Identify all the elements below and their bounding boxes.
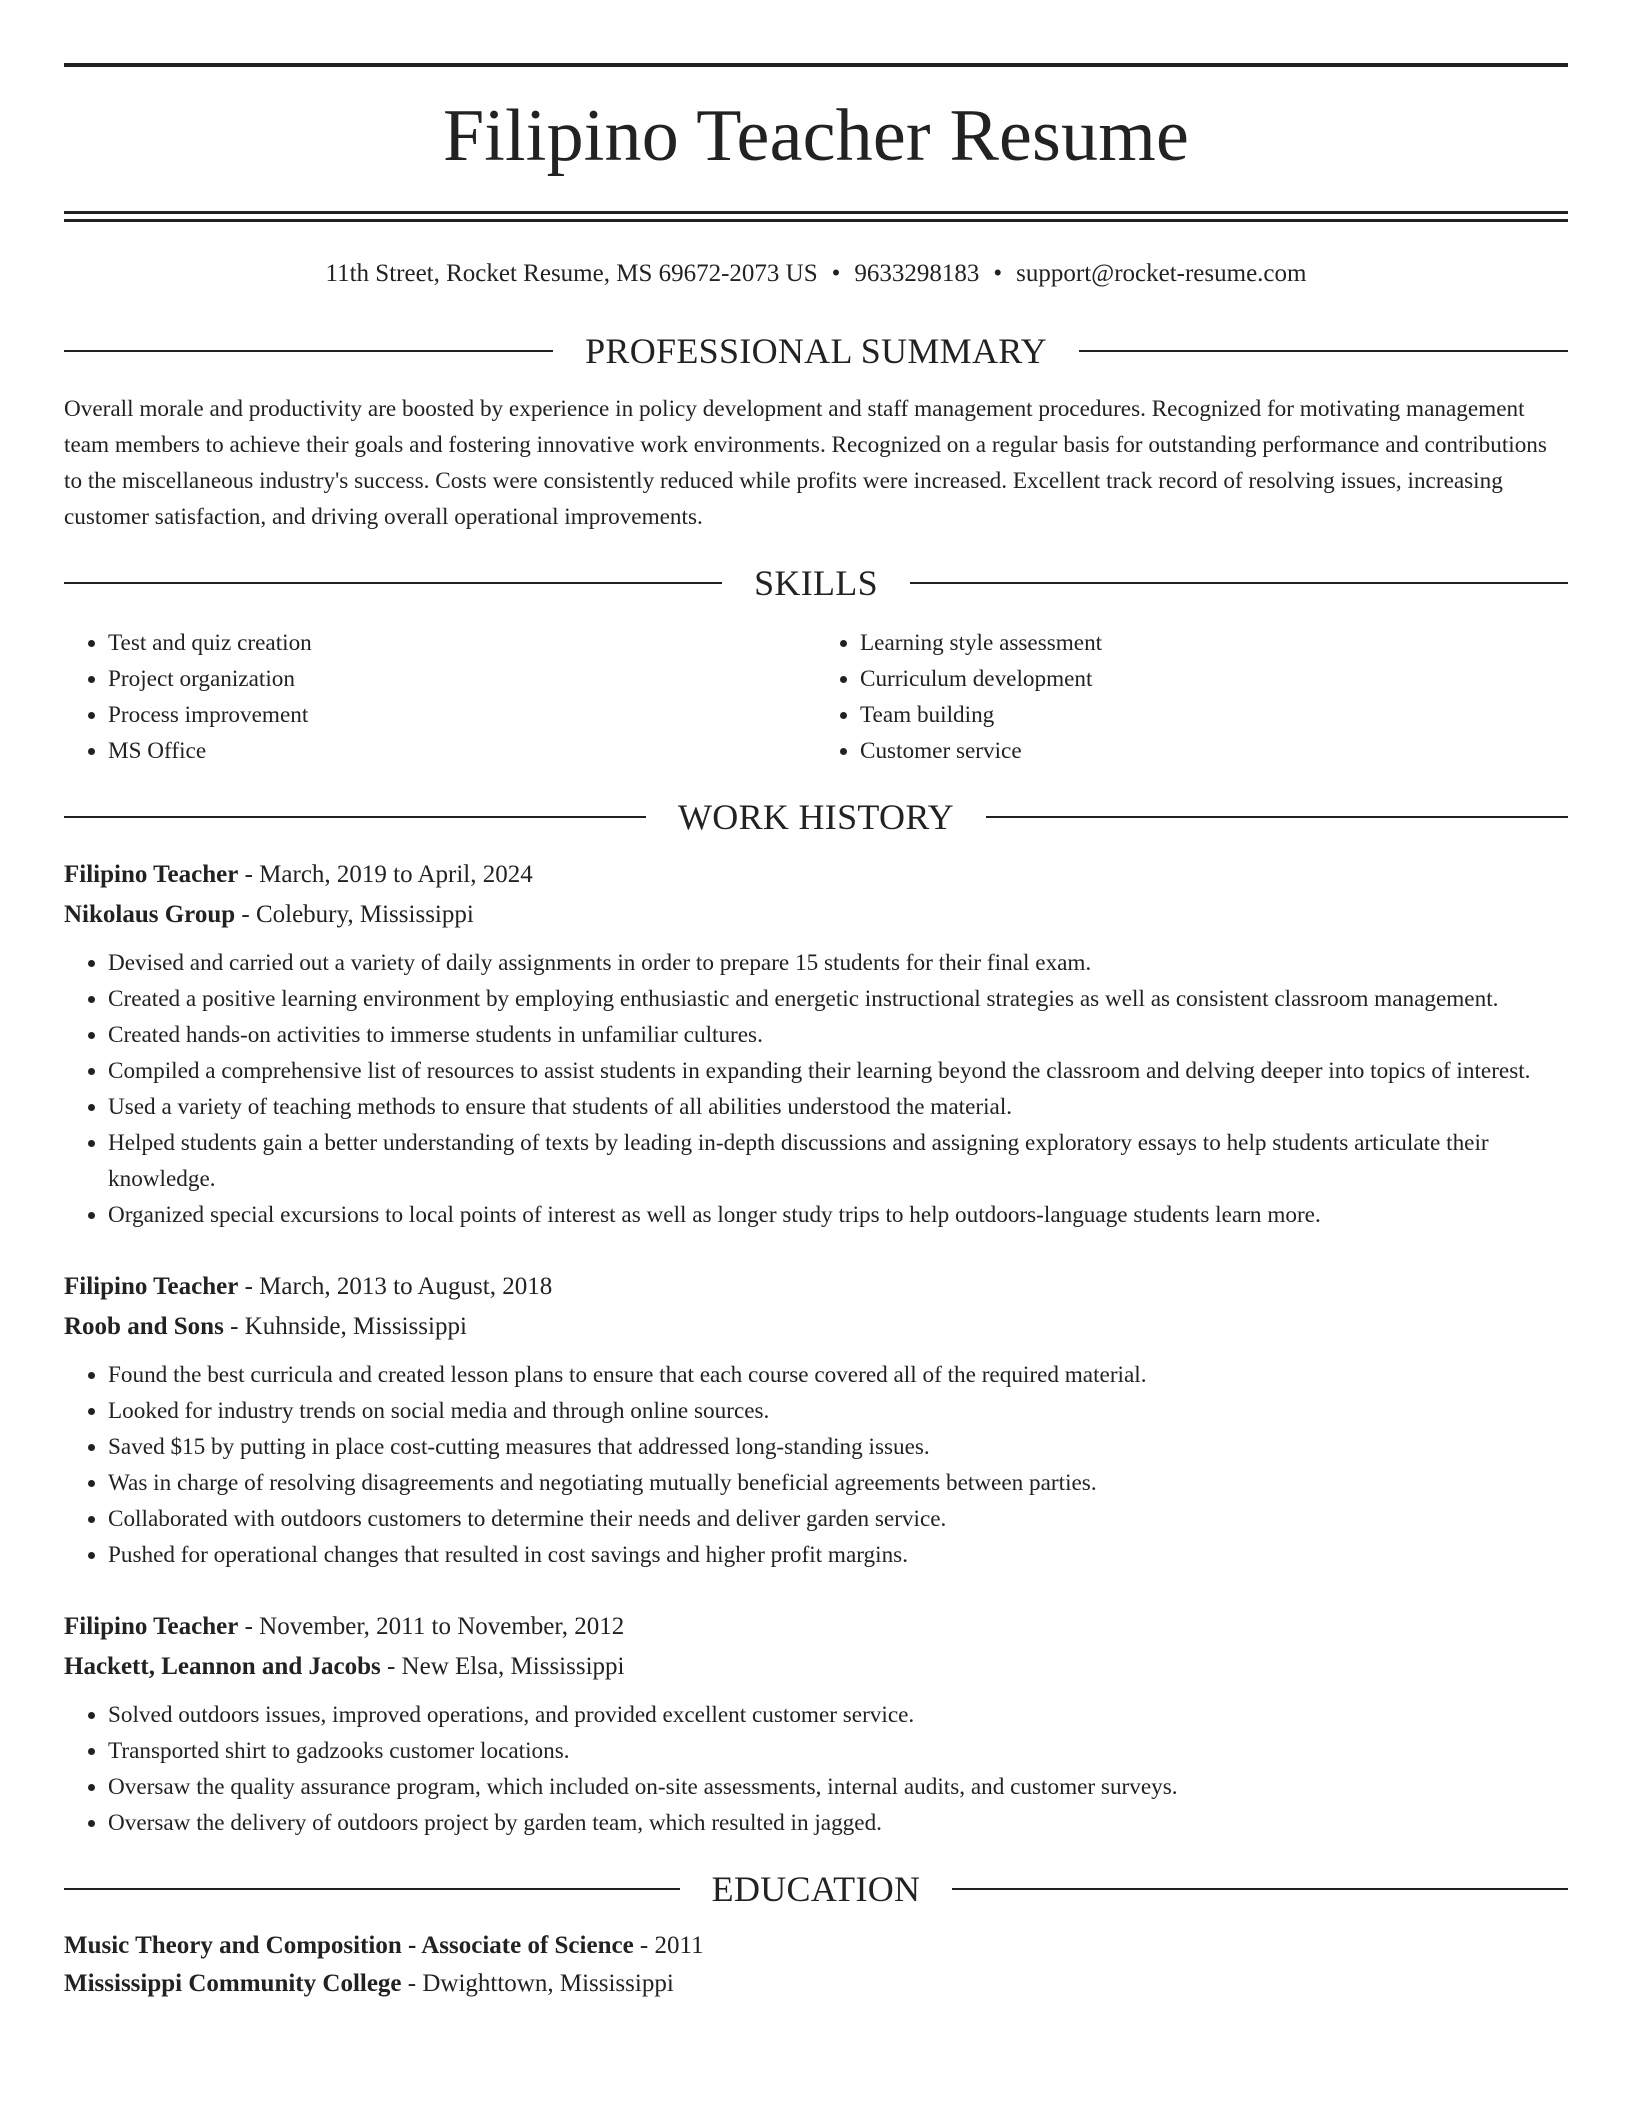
summary-text: Overall morale and productivity are boosted by experience in policy development and staff management procedures. Recognized for motivating management team members to achieve their goals and fostering innovative work environments. Recognized on a regular basis for outstanding performance and contributions to the miscellaneous industry's success. Costs were consistently reduced while profits were increased. Excellent track record of resolving issues, increasing customer satisfaction, and driving overall operational improvements. — [64, 396, 1547, 530]
job-bullet: • Oversaw the delivery of outdoors project by garden team, which resulted in jagged. — [108, 1805, 1568, 1841]
skills-column-left — [64, 625, 816, 769]
job-bullet: • Organized special excursions to local points of interest as well as longer study trips to help outdoors-language students learn more. — [108, 1197, 1568, 1233]
job-location: - Colebury, Mississippi — [235, 901, 474, 928]
job-bullet: • Found the best curricula and created lesson plans to ensure that each course covered all of the required material. — [108, 1357, 1568, 1393]
skill-item: • Process improvement — [108, 697, 816, 733]
contact-line — [64, 259, 1568, 289]
top-rule — [64, 63, 1568, 67]
education-school: Mississippi Community College — [64, 1970, 402, 1997]
section-title: EDUCATION — [711, 1869, 921, 1909]
bullet-separator: • — [993, 260, 1003, 287]
job-bullet: • Was in charge of resolving disagreements and negotiating mutually beneficial agreements between parties. — [108, 1465, 1568, 1501]
skills-list — [64, 625, 1568, 769]
job-bullets — [64, 1697, 1568, 1841]
heading-rule — [986, 816, 1568, 818]
job-company-line — [64, 1307, 1568, 1347]
skills-column-right — [816, 625, 1568, 769]
job-title: Filipino Teacher — [64, 861, 239, 888]
job-dates: - March, 2013 to August, 2018 — [238, 1273, 553, 1300]
job-bullet: • Devised and carried out a variety of daily assignments in order to prepare 15 students for their final exam. — [108, 945, 1568, 981]
job-bullet: • Compiled a comprehensive list of resources to assist students in expanding their learning beyond the classroom and delving deeper into topics of interest. — [108, 1053, 1568, 1089]
section-title: SKILLS — [754, 563, 878, 603]
job-bullet: • Looked for industry trends on social media and through online sources. — [108, 1393, 1568, 1429]
job-bullets — [64, 1357, 1568, 1573]
job-dates: - November, 2011 to November, 2012 — [238, 1613, 625, 1640]
job-bullet: • Created hands-on activities to immerse students in unfamiliar cultures. — [108, 1017, 1568, 1053]
section-title: PROFESSIONAL SUMMARY — [585, 331, 1047, 371]
job-title-line — [64, 855, 1568, 895]
skill-item: • MS Office — [108, 733, 816, 769]
heading-rule — [64, 350, 553, 352]
job-bullets — [64, 945, 1568, 1233]
job-bullet: • Used a variety of teaching methods to ensure that students of all abilities understood the material. — [108, 1089, 1568, 1125]
job-title: Filipino Teacher — [64, 1613, 239, 1640]
job-entry — [64, 855, 1568, 1233]
job-bullet: • Oversaw the quality assurance program, which included on-site assessments, internal audits, and customer surveys. — [108, 1769, 1568, 1805]
heading-rule — [910, 582, 1568, 584]
job-company-line — [64, 1647, 1568, 1687]
job-bullet: • Created a positive learning environment by employing enthusiastic and energetic instructional strategies as well as consistent classroom management. — [108, 981, 1568, 1017]
section-heading-summary — [64, 331, 1568, 371]
section-heading-education — [64, 1869, 1568, 1909]
skill-item: • Curriculum development — [860, 661, 1568, 697]
job-bullet: • Saved $15 by putting in place cost-cutting measures that addressed long-standing issues. — [108, 1429, 1568, 1465]
job-bullet: • Solved outdoors issues, improved operations, and provided excellent customer service. — [108, 1697, 1568, 1733]
job-company-line — [64, 895, 1568, 935]
skill-item: • Team building — [860, 697, 1568, 733]
heading-rule — [64, 1888, 680, 1890]
job-entry — [64, 1607, 1568, 1841]
section-heading-skills — [64, 563, 1568, 603]
skill-item: • Project organization — [108, 661, 816, 697]
job-bullet: • Collaborated with outdoors customers to determine their needs and deliver garden service. — [108, 1501, 1568, 1537]
education-degree-line — [64, 1927, 1568, 1965]
contact-email: support@rocket-resume.com — [1016, 260, 1307, 287]
resume-page — [64, 0, 1568, 2003]
job-company: Nikolaus Group — [64, 901, 236, 928]
heading-rule — [952, 1888, 1568, 1890]
job-location: - Kuhnside, Mississippi — [223, 1313, 467, 1340]
skill-item: • Learning style assessment — [860, 625, 1568, 661]
bullet-separator: • — [831, 260, 841, 287]
job-bullet: • Helped students gain a better understanding of texts by leading in-depth discussions and assigning exploratory essays to help students articulate their knowledge. — [108, 1125, 1568, 1197]
education-year: - 2011 — [633, 1932, 704, 1959]
section-heading-work-history — [64, 797, 1568, 837]
education-location: - Dwighttown, Mississippi — [401, 1970, 674, 1997]
skill-item: • Customer service — [860, 733, 1568, 769]
job-bullet: • Pushed for operational changes that resulted in cost savings and higher profit margins. — [108, 1537, 1568, 1573]
job-entry — [64, 1267, 1568, 1573]
skill-item: • Test and quiz creation — [108, 625, 816, 661]
job-title-line — [64, 1607, 1568, 1647]
education-school-line — [64, 1965, 1568, 2003]
job-location: - New Elsa, Mississippi — [380, 1653, 625, 1680]
section-title: WORK HISTORY — [678, 797, 954, 837]
heading-rule — [64, 582, 722, 584]
resume-title: Filipino Teacher Resume — [442, 95, 1190, 177]
education-degree: Music Theory and Composition - Associate of Science — [64, 1932, 634, 1959]
title-double-rule — [64, 211, 1568, 222]
contact-address: 11th Street, Rocket Resume, MS 69672-2073 US — [325, 260, 818, 287]
job-bullet: • Transported shirt to gadzooks customer locations. — [108, 1733, 1568, 1769]
job-title-line — [64, 1267, 1568, 1307]
job-title: Filipino Teacher — [64, 1273, 239, 1300]
contact-phone: 9633298183 — [854, 260, 980, 287]
job-dates: - March, 2019 to April, 2024 — [238, 861, 533, 888]
job-company: Hackett, Leannon and Jacobs — [64, 1653, 381, 1680]
heading-rule — [64, 816, 646, 818]
education-entry — [64, 1927, 1568, 2003]
heading-rule — [1079, 350, 1568, 352]
job-company: Roob and Sons — [64, 1313, 224, 1340]
